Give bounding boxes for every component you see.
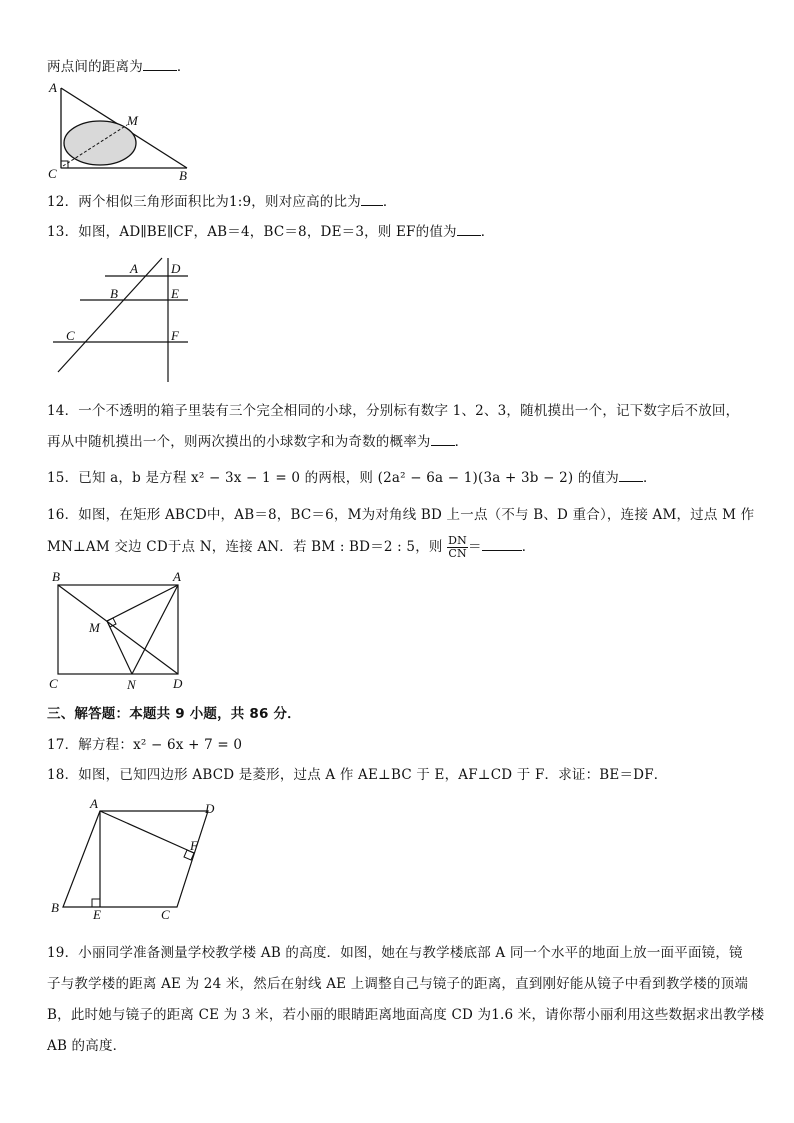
segment-mn (107, 621, 132, 674)
label-n: N (127, 677, 136, 692)
q11-end: ． (176, 59, 191, 75)
segment-am (107, 585, 178, 621)
q16-figure (45, 568, 195, 693)
q12-line (47, 190, 397, 210)
q19-text-2: 子与教学楼的距离 AE 为 24 米，然后在射线 AE 上调整自己与镜子的距离，直到刚好能从镜子中看到教学楼的顶端 (47, 976, 749, 992)
label-d: D (171, 261, 181, 276)
label-d: D (173, 676, 183, 691)
q11-tail-text: 两点间的距离为 (47, 59, 143, 75)
ellipse-shape (64, 121, 136, 165)
label-a: A (49, 80, 57, 95)
label-c: C (161, 907, 170, 922)
q19-text-3: B，此时她与镜子的距离 CE 为 3 米，若小丽的眼睛距离地面高度 CD 为1.6 米，请你帮小丽利用这些数据求出教学楼 (47, 1007, 765, 1023)
answer-blank (619, 470, 643, 482)
q17-line (47, 733, 242, 753)
q15-text: 15．已知 a，b 是方程 x² − 3x − 1 = 0 的两根，则 (2a² − 6a − 1)(3a + 3b − 2) 的值为 (47, 470, 619, 486)
q16-line1 (47, 503, 754, 523)
q16-text-2: MN⊥AM 交边 CD于点 N，连接 AN．若 BM : BD＝2 : 5，则 (47, 539, 443, 555)
label-b: B (51, 900, 59, 915)
q17-text: 17．解方程：x² − 6x + 7 = 0 (47, 737, 243, 753)
answer-blank (482, 539, 522, 551)
q13-end: ． (480, 224, 495, 240)
q12-end: ． (382, 194, 397, 210)
fraction-dn-cn (447, 535, 468, 560)
q19-line2 (47, 972, 748, 992)
q13-figure (50, 254, 195, 384)
q19-line4 (47, 1034, 126, 1054)
label-c: C (49, 676, 58, 691)
q16-end: ． (521, 539, 536, 555)
segment-an (132, 585, 178, 674)
q14-line2 (47, 430, 468, 450)
q14-text-1: 14．一个不透明的箱子里装有三个完全相同的小球，分别标有数字 1、2、3，随机摸出一个，记下数字后不放回， (47, 403, 740, 419)
rhombus-abcd (63, 811, 208, 907)
q11-figure (45, 80, 200, 182)
diagonal-bd (58, 585, 178, 674)
q19-text-4: AB 的高度． (47, 1038, 127, 1054)
fraction-denominator: CN (448, 547, 467, 560)
label-e: E (171, 286, 179, 301)
q13-line (47, 220, 494, 240)
fraction-numerator: DN (448, 534, 467, 547)
right-angle-mark-e (92, 899, 100, 907)
label-b: B (52, 569, 60, 584)
answer-blank (361, 194, 383, 206)
q15-line (47, 466, 657, 486)
label-d: D (205, 801, 215, 816)
q12-text: 12．两个相似三角形面积比为1:9，则对应高的比为 (47, 194, 361, 210)
section-heading: 三、解答题：本题共 9 小题，共 86 分． (47, 706, 301, 722)
q19-text-1: 19．小丽同学准备测量学校教学楼 AB 的高度．如图，她在与教学楼底部 A 同一个水平的地面上放一面平面镜，镜 (47, 945, 743, 961)
answer-blank (143, 59, 177, 71)
answer-blank (431, 434, 455, 446)
q16-text-1: 16．如图，在矩形 ABCD中，AB＝8，BC＝6，M为对角线 BD 上一点（不与 B、D 重合），连接 AM，过点 M 作 (47, 507, 755, 523)
q14-line1 (47, 399, 739, 419)
q11-tail-line (47, 55, 191, 75)
segment-af (100, 811, 194, 853)
q19-line3 (47, 1003, 764, 1023)
q15-end: ． (642, 470, 657, 486)
answer-blank (457, 224, 481, 236)
label-a: A (90, 796, 98, 811)
equals-sign: ＝ (467, 539, 482, 555)
q19-line1 (47, 941, 743, 961)
label-c: C (48, 166, 57, 181)
q14-end: ． (454, 434, 469, 450)
q18-line (47, 763, 667, 783)
q18-text: 18．如图，已知四边形 ABCD 是菱形，过点 A 作 AE⊥BC 于 E，AF⊥CD 于 F．求证：BE＝DF． (47, 767, 668, 783)
transversal-abc (58, 258, 162, 372)
label-c: C (66, 328, 75, 343)
label-f: F (190, 838, 198, 853)
label-f: F (171, 328, 179, 343)
label-e: E (93, 907, 101, 922)
q16-line2 (47, 535, 535, 560)
label-m: M (127, 113, 138, 128)
q14-text-2: 再从中随机摸出一个，则两次摸出的小球数字和为奇数的概率为 (47, 434, 431, 450)
label-a: A (173, 569, 181, 584)
label-m: M (89, 620, 100, 635)
label-b: B (110, 286, 118, 301)
q13-text: 13．如图，AD∥BE∥CF，AB＝4，BC＝8，DE＝3，则 EF的值为 (47, 224, 457, 240)
label-b: B (179, 168, 187, 182)
q18-figure (45, 795, 225, 923)
label-a: A (130, 261, 138, 276)
